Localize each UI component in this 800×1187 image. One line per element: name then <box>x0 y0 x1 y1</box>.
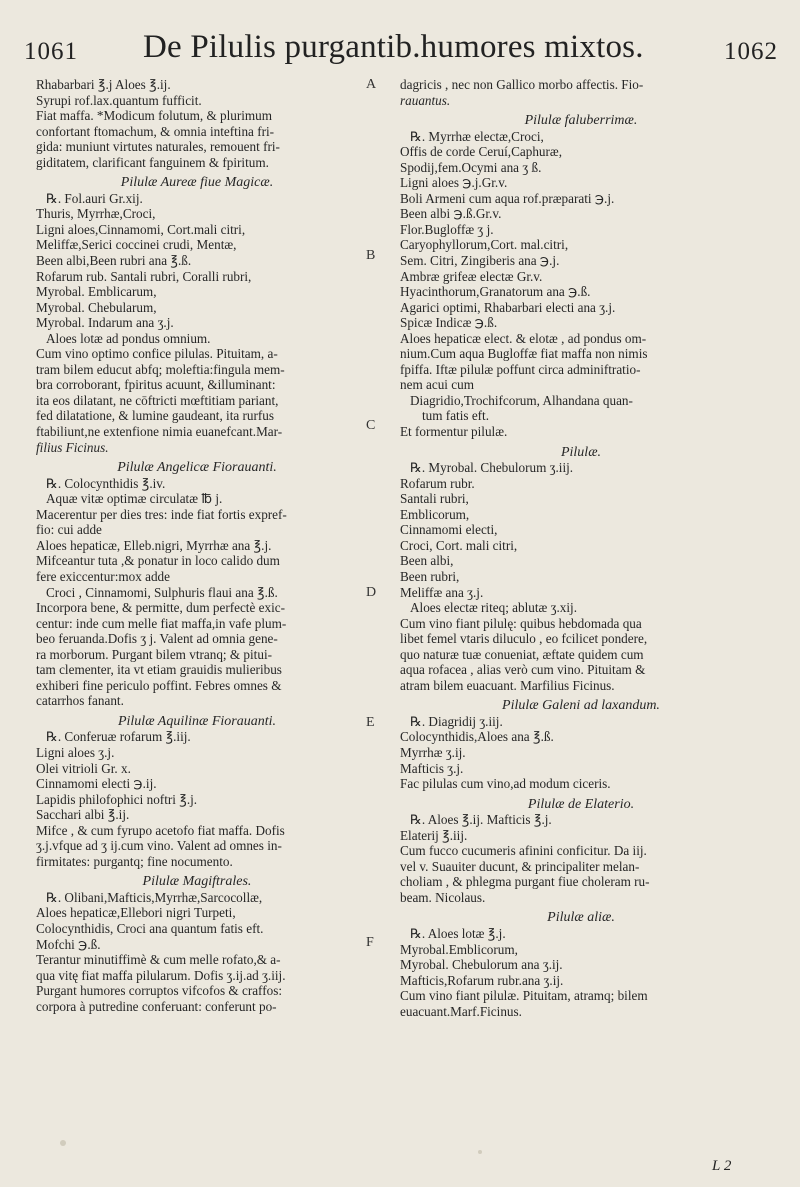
right-column-line: ℞. Aloes ℥.ij. Mafticis ℥.j. <box>410 812 552 828</box>
left-column-line: Myrobal. Emblicarum, <box>36 284 157 300</box>
left-column-line: catarrhos fanant. <box>36 693 124 709</box>
right-column-line: Fac pilulas cum vino,ad modum ciceris. <box>400 776 611 792</box>
right-column-line: dagricis , nec non Gallico morbo affectis. Fio- <box>400 77 644 92</box>
right-column-line: Cum fucco cucumeris afinini conficitur. Da iij. <box>400 843 647 859</box>
left-column-line: ℞. Olibani,Mafticis,Myrrhæ,Sarcocollæ, <box>46 889 263 905</box>
paper-stain <box>60 1140 66 1146</box>
left-column-heading: Pilulæ Aquilinæ Fiorauanti. <box>117 713 277 729</box>
right-column-line: Croci, Cort. mali citri, <box>400 537 518 553</box>
left-column-line: Terantur minutiffimè & cum melle rofato,& a- <box>36 952 281 968</box>
right-column <box>400 77 762 1019</box>
margin-marker: C <box>366 418 376 433</box>
right-column-heading: Pilulæ. <box>560 444 602 460</box>
left-column-line: gida: muniunt virtutes naturales, remouent fri- <box>36 139 280 155</box>
right-column-line: Been rubri, <box>400 568 460 584</box>
left-column-line: Myrobal. Indarum ana ʒ.j. <box>36 315 174 331</box>
left-column-line: qua vitę fiat maffa pilularum. Dofis ʒ.ij.ad ʒ.iij. <box>36 967 286 983</box>
right-column-line: ℞. Diagridij ʒ.iij. <box>410 713 503 729</box>
right-column-line: Agarici optimi, Rhabarbari electi ana ʒ.j. <box>400 299 616 315</box>
right-column-line: Cum vino fiant pilulę: quibus hebdomada qua <box>400 615 642 631</box>
right-column-line: Been albi, <box>400 553 454 569</box>
right-column-line: ℞. Myrobal. Chebulorum ʒ.iij. <box>410 460 574 476</box>
left-column-line: ℞. Fol.auri Gr.xij. <box>46 190 143 206</box>
left-column-line: Aloes hepaticæ, Elleb.nigri, Myrrhæ ana ℥.j. <box>36 537 272 553</box>
right-column-line: Caryophyllorum,Cort. mal.citri, <box>400 237 569 253</box>
right-column-line: Myrobal. Chebulorum ana ʒ.ij. <box>400 957 563 973</box>
right-column-heading: Pilulæ de Elaterio. <box>527 796 635 812</box>
left-column-line: giditatem, clarificant fanguinem & fpiritum. <box>36 154 269 170</box>
left-column-line: Purgant humores corruptos vifcofos & craffos: <box>36 983 282 999</box>
left-column-line: beo feruanda.Dofis ʒ j. Valent ad omnia gene- <box>36 631 278 647</box>
left-column-line: confortant ftomachum, & omnia inteftina fri- <box>36 123 275 139</box>
left-column-line: exhiberi fine periculo poffint. Febres omnes & <box>36 677 282 693</box>
right-column-line: Spicæ Indicæ ℈.ß. <box>400 315 498 331</box>
left-column-line: Mifce , & cum fyrupo acetofo fiat maffa. Dofis <box>36 822 285 838</box>
signature-mark: L 2 <box>712 1158 732 1174</box>
left-column-line: Aquæ vitæ optimæ circulatæ ℔ j. <box>46 491 223 507</box>
left-column-line: tram bilem educut abfq; moleftia:fingula mem- <box>36 361 285 377</box>
left-column-line: Mofchi ℈.ß. <box>36 936 101 952</box>
right-column-line: Elaterij ℥.iij. <box>400 827 468 843</box>
right-column-line: nium.Cum aqua Bugloffæ fiat maffa non nimis <box>400 346 648 362</box>
right-column-line: Sem. Citri, Zingiberis ana ℈.j. <box>400 253 560 269</box>
right-column-line: Aloes hepaticæ elect. & elotæ , ad pondus om- <box>400 330 647 346</box>
left-column-line: ita eos dilatant, ne cōftricti mœftitiam pariant, <box>36 392 279 408</box>
left-column-line: Rofarum rub. Santali rubri, Coralli rubri, <box>36 268 252 284</box>
right-column-line: libet femel vtaris diluculo , eo fcilicet pondere, <box>400 631 648 647</box>
right-column-line: quo naturæ tuæ conueniat, æftate quidem cum <box>400 646 644 662</box>
right-column-line: nem acui cum <box>400 377 474 393</box>
margin-marker: B <box>366 248 376 263</box>
left-column-line: Rhabarbari ℥.j Aloes ℥.ij. <box>36 77 171 92</box>
right-column-line: Aloes electæ riteq; ablutæ ʒ.xij. <box>410 600 578 616</box>
right-column-line: Myrrhæ ʒ.ij. <box>400 744 466 760</box>
left-column-line: Ligni aloes ʒ.j. <box>36 744 115 760</box>
left-column-heading: Pilulæ Magiftrales. <box>142 874 252 890</box>
left-column-line: Sacchari albi ℥.ij. <box>36 807 130 823</box>
left-column-line: Incorpora bene, & permitte, dum perfectè exic- <box>36 600 285 616</box>
running-title: De Pilulis purgantib.humores mixtos. <box>143 29 644 65</box>
right-column-line: Hyacinthorum,Granatorum ana ℈.ß. <box>400 284 591 300</box>
left-column-line: Mifceantur tuta ,& ponatur in loco calido dum <box>36 553 280 569</box>
left-column-line: Olei vitrioli Gr. x. <box>36 760 131 776</box>
margin-marker: E <box>366 715 375 730</box>
right-column-line: Santali rubri, <box>400 491 469 507</box>
right-column-heading: Pilulæ Galeni ad laxandum. <box>502 698 660 714</box>
left-column-line: ʒ.j.vfque ad ʒ ij.cum vino. Valent ad omnes in- <box>36 838 282 854</box>
left-column-line: ℞. Conferuæ rofarum ℥.iij. <box>46 729 191 745</box>
left-column-line: Cinnamomi electi ℈.ij. <box>36 776 157 792</box>
left-column-heading: Pilulæ Angelicæ Fiorauanti. <box>117 460 277 476</box>
right-column-line: Offis de corde Ceruí,Caphuræ, <box>400 144 562 160</box>
right-column-line: Rofarum rubr. <box>400 475 475 491</box>
page-header <box>0 0 800 74</box>
right-column-line: atram bilem euacuant. Marfilius Ficinus. <box>400 677 615 693</box>
left-column-line: tam clementer, ita vt etiam grauidis mulieribus <box>36 662 282 678</box>
right-column-line: Been albi ℈.ß.Gr.v. <box>400 206 502 222</box>
right-column-line: Spodij,fem.Ocymi ana ʒ ß. <box>400 159 542 175</box>
right-column-line: Mafticis ʒ.j. <box>400 760 464 776</box>
right-column-line: Meliffæ ana ʒ.j. <box>400 584 484 600</box>
right-column-heading: Pilulæ faluberrimæ. <box>524 113 638 129</box>
right-column-line: Emblicorum, <box>400 506 470 522</box>
left-column-line: fere exiccentur:mox adde <box>36 568 170 584</box>
margin-marker: A <box>366 77 377 92</box>
left-column-line: Cum vino optimo confice pilulas. Pituitam, a- <box>36 346 278 362</box>
left-column-line: Macerentur per dies tres: inde fiat fortis expref- <box>36 506 287 522</box>
right-column-line: Cinnamomi electi, <box>400 522 498 538</box>
left-column-line: fio: cui adde <box>36 522 102 538</box>
left-column-line: ℞. Colocynthidis ℥.iv. <box>46 475 166 491</box>
right-column-line: aqua rofacea , alias verò cum vino. Pituitam & <box>400 662 646 678</box>
right-column-line: Diagridio,Trochifcorum, Alhandana quan- <box>410 392 633 408</box>
right-column-line: Cum vino fiant pilulæ. Pituitam, atramq; bilem <box>400 988 648 1004</box>
left-column-line: Lapidis philofophici noftri ℥.j. <box>36 791 198 807</box>
left-column-line: bra corroborant, fpiritus acuunt, &illuminant: <box>36 377 276 393</box>
right-column-line: Colocynthidis,Aloes ana ℥.ß. <box>400 729 554 745</box>
left-column-line: Aloes lotæ ad pondus omnium. <box>46 330 211 346</box>
left-column-line: Fiat maffa. *Modicum folutum, & plurimum <box>36 108 273 124</box>
right-column-line: fpiffa. Iftæ pilulæ poffunt circa adminiftratio- <box>400 361 641 377</box>
left-column-heading: Pilulæ Aureæ fiue Magicæ. <box>120 175 274 191</box>
right-column-line: choliam , & phlegma purgant fiue choleram ru- <box>400 874 650 890</box>
left-column-line: ra morborum. Purgant bilem vtranq; & pitui- <box>36 646 272 662</box>
paper-stain <box>478 1150 482 1154</box>
left-column-line: Thuris, Myrrhæ,Croci, <box>36 206 156 222</box>
margin-marker: D <box>366 585 377 600</box>
right-column-line: beam. Nicolaus. <box>400 889 486 905</box>
margin-marker: F <box>366 935 374 950</box>
right-column-line: Et formentur pilulæ. <box>400 424 508 440</box>
right-column-line: ℞. Myrrhæ electæ,Croci, <box>410 128 544 144</box>
right-column-line: Ligni aloes ℈.j.Gr.v. <box>400 175 508 191</box>
left-column-line: Meliffæ,Serici coccinei crudi, Mentæ, <box>36 237 237 253</box>
right-column-line: Boli Armeni cum aqua rof.præparati ℈.j. <box>400 190 615 206</box>
right-column-line: euacuant.Marf.Ficinus. <box>400 1003 522 1019</box>
left-column-line: firmitates: purgantq; fine nocumento. <box>36 853 233 869</box>
right-column-line: ℞. Aloes lotæ ℥.j. <box>410 925 506 941</box>
right-column-line: rauantus. <box>400 92 451 108</box>
left-column-line: Myrobal. Chebularum, <box>36 299 157 315</box>
left-column-line: centur: inde cum melle fiat maffa,in vafe plum- <box>36 615 287 631</box>
right-column-line: Myrobal.Emblicorum, <box>400 941 518 957</box>
left-column-line: fed dilatatione, & lumine gaudeant, ita rurfus <box>36 408 275 424</box>
left-column-line: corpora à putredine conferuant: conferunt po- <box>36 998 277 1014</box>
left-column-line: ftabiliunt,ne extenfione nimia euanefcant.Mar- <box>36 424 283 440</box>
left-page-number: 1061 <box>24 38 78 65</box>
right-column-line: Mafticis,Rofarum rubr.ana ʒ.ij. <box>400 972 564 988</box>
right-page-number: 1062 <box>724 38 778 65</box>
right-column-heading: Pilulæ aliæ. <box>547 910 615 926</box>
left-column-line: Croci , Cinnamomi, Sulphuris flaui ana ℥.ß. <box>46 584 278 600</box>
right-column-line: Ambræ grifeæ electæ Gr.v. <box>400 268 543 284</box>
left-column-line: Ligni aloes,Cinnamomi, Cort.mali citri, <box>36 221 246 237</box>
left-column-line: Syrupi rof.lax.quantum fufficit. <box>36 92 202 108</box>
left-column-line: Been albi,Been rubri ana ℥.ß. <box>36 253 192 269</box>
right-column-line: vel v. Suauiter ducunt, & principaliter melan- <box>400 858 640 874</box>
right-column-line: Flor.Bugloffæ ʒ j. <box>400 221 494 237</box>
left-column-line: Colocynthidis, Croci ana quantum fatis eft. <box>36 920 264 936</box>
left-column-line: filius Ficinus. <box>36 439 109 455</box>
right-column-line: tum fatis eft. <box>422 408 490 424</box>
left-column-line: Aloes hepaticæ,Ellebori nigri Turpeti, <box>36 905 236 921</box>
left-column <box>36 77 358 1014</box>
